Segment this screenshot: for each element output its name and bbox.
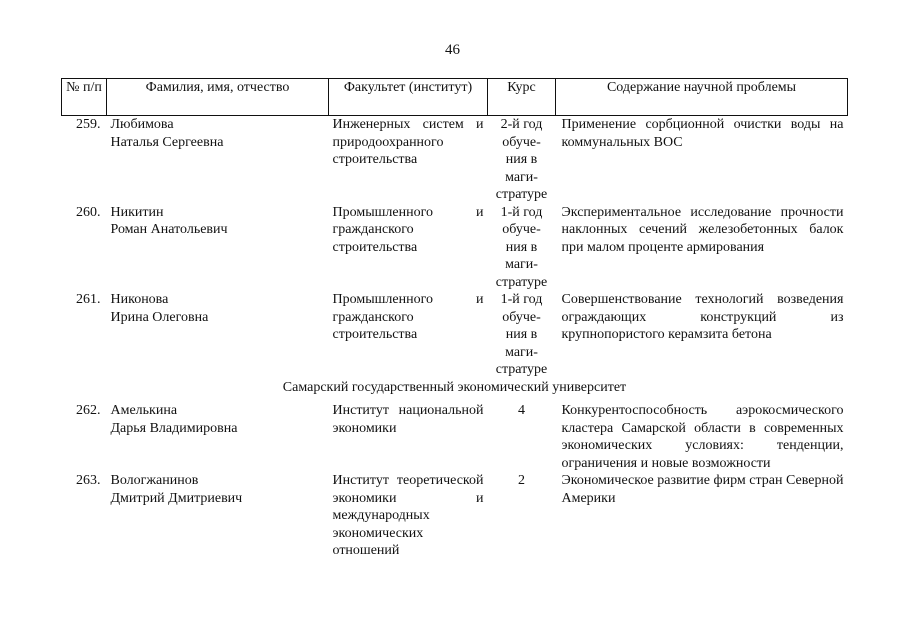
page-number: 46 [445, 42, 460, 58]
faculty: Промышленного и гражданского строительства [332, 292, 484, 342]
course-line: обуче- [502, 222, 541, 237]
course-line: 1-й год [500, 292, 543, 307]
row-number: 260. [76, 204, 101, 220]
faculty: Промышленного и гражданского строительства [332, 204, 484, 255]
course [488, 116, 556, 204]
research-problem: Конкурентоспособность аэрокосмического кластера Самарской области в современных экономических условиях: тенденции, ограничения и новые возможности [561, 403, 844, 471]
course-line: стратуре [495, 187, 548, 202]
section-row [62, 379, 848, 397]
course-line: стратуре [495, 274, 548, 290]
research-problem: Экономическое развитие фирм стран Северной Америки [561, 473, 844, 506]
course: 4 [518, 403, 525, 418]
table-header [62, 79, 848, 116]
research-table [61, 78, 848, 560]
person-name [107, 204, 329, 292]
given-names: Роман Анатольевич [110, 222, 228, 237]
surname: Амелькина [110, 403, 178, 418]
course-line: 2-й год [500, 117, 543, 132]
course-line: маги- [505, 344, 538, 360]
course-line: стратуре [495, 362, 548, 377]
given-names: Ирина Олеговна [110, 309, 209, 325]
course [488, 291, 556, 379]
course-line: обуче- [502, 134, 541, 150]
given-names: Дарья Владимировна [110, 420, 238, 436]
given-names: Наталья Сергеевна [110, 134, 224, 150]
table-row [62, 291, 848, 379]
header-name: Фамилия, имя, отчество [107, 79, 329, 116]
person-name [107, 291, 329, 379]
person-name [107, 116, 329, 204]
surname: Вологжанинов [110, 473, 199, 488]
header-faculty: Факультет (институт) [329, 79, 488, 116]
surname: Любимова [110, 117, 174, 132]
row-number: 259. [76, 117, 101, 132]
table-row [62, 472, 848, 560]
row-number: 261. [76, 292, 101, 307]
course-line: маги- [505, 169, 538, 185]
header-course: Курс [488, 79, 556, 116]
course-line: ния в [505, 327, 538, 342]
surname: Никонова [110, 292, 169, 307]
surname: Никитин [110, 204, 164, 220]
course [488, 204, 556, 292]
row-number: 262. [76, 403, 101, 418]
research-problem: Экспериментальное исследование прочности наклонных сечений железобетонных балок при малом проценте армирования [561, 204, 844, 255]
faculty: Инженерных систем и природоохранного строительства [332, 117, 484, 167]
course-line: маги- [505, 257, 538, 272]
university-section-title: Самарский государственный экономический университет [282, 379, 627, 395]
row-number: 263. [76, 473, 101, 488]
header-number: № п/п [62, 79, 107, 116]
table-row [62, 116, 848, 204]
course-line: 1-й год [500, 204, 543, 220]
course: 2 [518, 473, 525, 488]
table-row [62, 402, 848, 472]
table-row [62, 204, 848, 292]
course-line: ния в [505, 239, 538, 255]
faculty: Институт теоретической экономики и международных экономических отношений [332, 473, 484, 558]
faculty: Институт национальной экономики [332, 403, 484, 436]
research-problem: Совершенствование технологий возведения ограждающих конструкций из крупнопористого керамзита бетона [561, 292, 844, 342]
person-name [107, 402, 329, 472]
person-name [107, 472, 329, 560]
research-problem: Применение сорбционной очистки воды на коммунальных ВОС [561, 117, 844, 150]
course-line: обуче- [502, 309, 541, 325]
course-line: ния в [505, 152, 538, 167]
header-problem: Содержание научной проблемы [556, 79, 848, 116]
given-names: Дмитрий Дмитриевич [110, 490, 243, 506]
